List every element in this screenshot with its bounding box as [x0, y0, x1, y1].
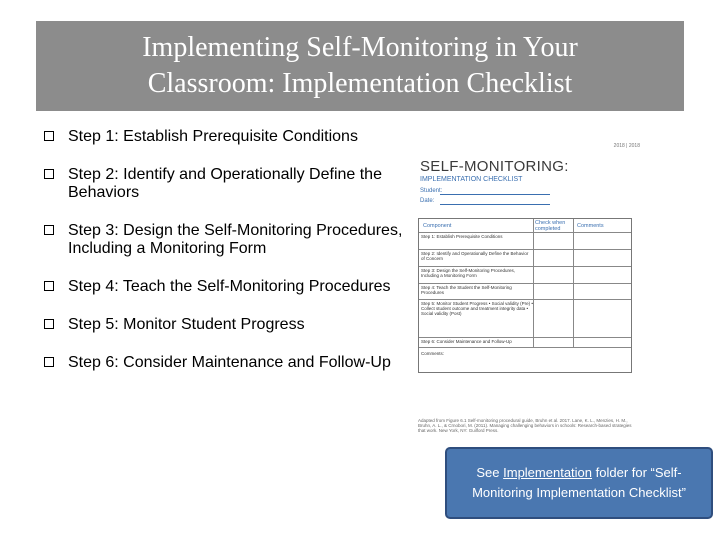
document-table-row — [419, 249, 631, 261]
checklist-item-step-4 — [44, 278, 414, 296]
document-footnote: Adapted from Figure 6.1 Self-monitoring procedural guide, Bruhn et al. 2017. Lane, K. L., Menzies, H. M., Bruhn, A. L., & Crnobori, M. (2011). Managing challenging behaviors in schools: Research-based strategies that work. New York, NY: Guilford Press. — [418, 418, 632, 433]
document-page-number: 2018 | 2018 — [613, 143, 640, 149]
document-row-label: Step 3: Design the Self-Monitoring Procedures, Including a Monitoring Form — [421, 268, 516, 278]
document-row-label: Step 4: Teach the Student the Self-Monitoring Procedures — [421, 285, 512, 295]
document-col-component: Component — [423, 223, 452, 229]
step-checklist — [44, 128, 414, 372]
checklist-item-step-1 — [44, 128, 414, 146]
checklist-item-label: Step 5: Monitor Student Progress — [68, 316, 305, 333]
implementation-folder-callout — [445, 447, 713, 519]
checkbox-icon — [44, 225, 54, 235]
document-date-line — [440, 204, 550, 205]
checkbox-icon — [44, 319, 54, 329]
document-comments-row — [419, 347, 631, 356]
checklist-item-step-2 — [44, 166, 414, 202]
callout-prefix: See — [476, 465, 504, 480]
document-heading: SELF-MONITORING: — [420, 158, 569, 175]
document-subheading: IMPLEMENTATION CHECKLIST — [420, 176, 523, 183]
checkbox-icon — [44, 357, 54, 367]
document-student-label: Student: — [420, 188, 443, 194]
checklist-item-step-3 — [44, 222, 414, 258]
callout-text — [457, 463, 701, 503]
implementation-folder-link[interactable]: Implementation — [503, 465, 593, 480]
document-col-comments: Comments — [577, 223, 604, 229]
checklist-item-step-6 — [44, 354, 414, 372]
checklist-item-step-5 — [44, 316, 414, 334]
document-col-check: Check when completed — [535, 220, 566, 232]
document-comments-label: Comments: — [421, 351, 445, 356]
checklist-item-label: Step 3: Design the Self-Monitoring Procedures, Including a Monitoring Form — [68, 222, 403, 257]
checkbox-icon — [44, 131, 54, 141]
document-table-row — [419, 283, 631, 295]
callout-suffix: folder for “Self-Monitoring Implementation Checklist” — [472, 465, 686, 500]
checklist-item-label: Step 1: Establish Prerequisite Conditions — [68, 128, 358, 145]
document-table-row — [419, 232, 631, 239]
slide-title — [36, 21, 684, 111]
slide-title-line-2: Classroom: Implementation Checklist — [147, 68, 573, 99]
document-student-line — [440, 194, 550, 195]
checkbox-icon — [44, 169, 54, 179]
slide-title-line-1: Implementing Self-Monitoring in Your — [142, 32, 578, 63]
checklist-document-preview — [416, 140, 646, 435]
document-table-row — [419, 337, 631, 344]
document-row-label: Step 2: Identify and Operationally Define the Behavior of Concern — [421, 251, 529, 261]
checkbox-icon — [44, 281, 54, 291]
document-table-row — [419, 299, 631, 316]
document-table — [418, 218, 632, 373]
checklist-item-label: Step 4: Teach the Self-Monitoring Procedures — [68, 278, 391, 295]
document-row-label: Step 1: Establish Prerequisite Conditions — [421, 234, 503, 239]
document-row-label: Step 5: Monitor Student Progress • Social validity (Pre) • Collect student outcome and treatment integrity data • Social validity (Post) — [421, 301, 533, 316]
checklist-item-label: Step 6: Consider Maintenance and Follow-Up — [68, 354, 391, 371]
document-table-row — [419, 266, 631, 278]
document-date-label: Date: — [420, 198, 435, 204]
document-row-label: Step 6: Consider Maintenance and Follow-Up — [421, 339, 512, 344]
checklist-item-label: Step 2: Identify and Operationally Define the Behaviors — [68, 166, 382, 201]
